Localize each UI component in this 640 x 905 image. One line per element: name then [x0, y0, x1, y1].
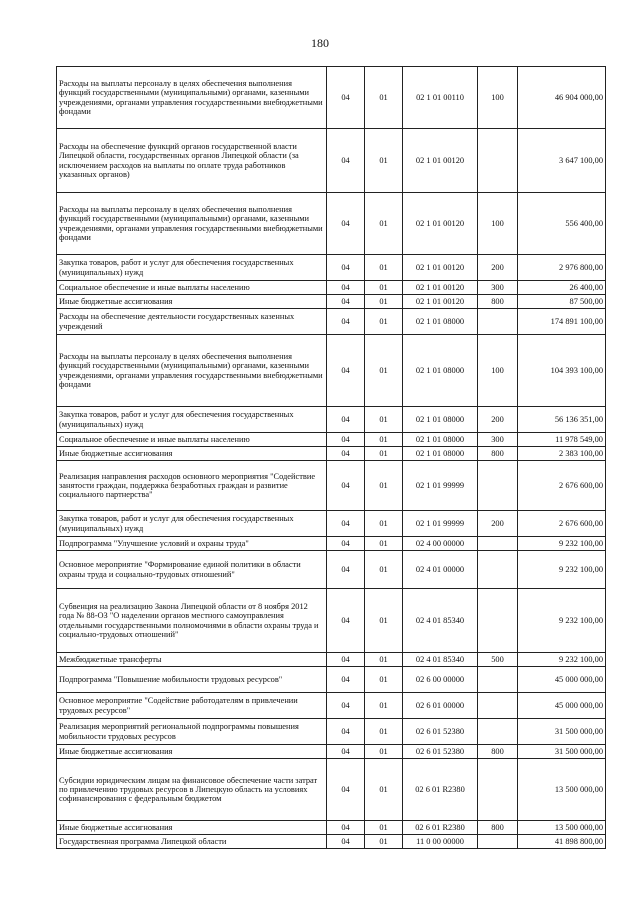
- table-row: [57, 745, 606, 759]
- row-expense-type: [478, 693, 518, 719]
- row-expense-type: 200: [478, 511, 518, 537]
- row-expense-type: [478, 589, 518, 653]
- row-amount: 11 978 549,00: [518, 433, 606, 447]
- row-target-article: 02 6 01 R2380: [403, 821, 478, 835]
- row-subsection: 01: [365, 335, 403, 407]
- row-section: 04: [327, 835, 365, 849]
- row-expense-type: [478, 759, 518, 821]
- row-expense-type: 100: [478, 67, 518, 129]
- table-row: [57, 589, 606, 653]
- row-amount: 26 400,00: [518, 281, 606, 295]
- row-target-article: 02 4 01 85340: [403, 589, 478, 653]
- row-expense-type: 300: [478, 433, 518, 447]
- table-row: [57, 759, 606, 821]
- row-amount: 13 500 000,00: [518, 821, 606, 835]
- row-target-article: 02 4 00 00000: [403, 537, 478, 551]
- row-subsection: 01: [365, 835, 403, 849]
- row-target-article: 02 1 01 08000: [403, 335, 478, 407]
- row-section: 04: [327, 461, 365, 511]
- row-subsection: 01: [365, 461, 403, 511]
- row-subsection: 01: [365, 511, 403, 537]
- row-name: Иные бюджетные ассигнования: [57, 295, 327, 309]
- row-subsection: 01: [365, 693, 403, 719]
- table-row: [57, 433, 606, 447]
- row-name: Расходы на выплаты персоналу в целях обеспечения выполнения функций государственными (муниципальными) органами, казенными учреждениями, органами управления государственными внебюджетными фондами: [57, 193, 327, 255]
- row-name: Расходы на выплаты персоналу в целях обеспечения выполнения функций государственными (муниципальными) органами, казенными учреждениями, органами управления государственными внебюджетными фондами: [57, 67, 327, 129]
- row-amount: 2 383 100,00: [518, 447, 606, 461]
- row-expense-type: 100: [478, 193, 518, 255]
- row-amount: 31 500 000,00: [518, 719, 606, 745]
- row-subsection: 01: [365, 667, 403, 693]
- row-target-article: 02 6 00 00000: [403, 667, 478, 693]
- row-section: 04: [327, 667, 365, 693]
- table-row: [57, 193, 606, 255]
- row-section: 04: [327, 335, 365, 407]
- row-name: Государственная программа Липецкой области: [57, 835, 327, 849]
- table-row: [57, 255, 606, 281]
- row-amount: 45 000 000,00: [518, 693, 606, 719]
- row-name: Закупка товаров, работ и услуг для обеспечения государственных (муниципальных) нужд: [57, 255, 327, 281]
- row-section: 04: [327, 653, 365, 667]
- row-expense-type: 800: [478, 821, 518, 835]
- row-name: Реализация мероприятий региональной подпрограммы повышения мобильности трудовых ресурсов: [57, 719, 327, 745]
- row-target-article: 02 1 01 08000: [403, 433, 478, 447]
- row-subsection: 01: [365, 193, 403, 255]
- row-section: 04: [327, 693, 365, 719]
- row-expense-type: [478, 551, 518, 589]
- row-amount: 9 232 100,00: [518, 537, 606, 551]
- row-name: Основное мероприятие "Содействие работодателям в привлечении трудовых ресурсов": [57, 693, 327, 719]
- row-name: Иные бюджетные ассигнования: [57, 821, 327, 835]
- row-subsection: 01: [365, 255, 403, 281]
- row-amount: 2 676 600,00: [518, 461, 606, 511]
- row-section: 04: [327, 407, 365, 433]
- table-row: [57, 821, 606, 835]
- row-amount: 556 400,00: [518, 193, 606, 255]
- row-name: Реализация направления расходов основного мероприятия "Содействие занятости граждан, поддержка безработных граждан и развитие социального партнерства": [57, 461, 327, 511]
- table-row: [57, 551, 606, 589]
- row-amount: 45 000 000,00: [518, 667, 606, 693]
- row-section: 04: [327, 281, 365, 295]
- row-section: 04: [327, 295, 365, 309]
- row-target-article: 02 1 01 00120: [403, 129, 478, 193]
- row-name: Закупка товаров, работ и услуг для обеспечения государственных (муниципальных) нужд: [57, 407, 327, 433]
- row-section: 04: [327, 193, 365, 255]
- table-row: [57, 667, 606, 693]
- table-row: [57, 693, 606, 719]
- row-target-article: 02 6 01 52380: [403, 719, 478, 745]
- row-subsection: 01: [365, 281, 403, 295]
- row-subsection: 01: [365, 407, 403, 433]
- row-subsection: 01: [365, 537, 403, 551]
- row-section: 04: [327, 447, 365, 461]
- row-target-article: 02 1 01 00120: [403, 193, 478, 255]
- row-expense-type: [478, 667, 518, 693]
- row-expense-type: 200: [478, 407, 518, 433]
- row-name: Межбюджетные трансферты: [57, 653, 327, 667]
- row-subsection: 01: [365, 295, 403, 309]
- row-subsection: 01: [365, 653, 403, 667]
- table-row: [57, 447, 606, 461]
- row-expense-type: [478, 719, 518, 745]
- row-section: 04: [327, 129, 365, 193]
- row-name: Подпрограмма "Улучшение условий и охраны труда": [57, 537, 327, 551]
- row-subsection: 01: [365, 447, 403, 461]
- row-subsection: 01: [365, 67, 403, 129]
- row-name: Подпрограмма "Повышение мобильности трудовых ресурсов": [57, 667, 327, 693]
- row-amount: 9 232 100,00: [518, 653, 606, 667]
- row-section: 04: [327, 255, 365, 281]
- row-subsection: 01: [365, 719, 403, 745]
- row-section: 04: [327, 551, 365, 589]
- table-row: [57, 129, 606, 193]
- row-expense-type: [478, 537, 518, 551]
- budget-table: [56, 66, 606, 849]
- row-target-article: 02 1 01 99999: [403, 461, 478, 511]
- row-target-article: 02 1 01 00110: [403, 67, 478, 129]
- row-target-article: 02 4 01 85340: [403, 653, 478, 667]
- table-row: [57, 461, 606, 511]
- row-expense-type: [478, 461, 518, 511]
- row-name: Субсидии юридическим лицам на финансовое обеспечение части затрат по привлечению трудовых ресурсов в Липецкую область на условиях софинансирования с федеральным бюджетом: [57, 759, 327, 821]
- table-row: [57, 653, 606, 667]
- table-row: [57, 835, 606, 849]
- row-expense-type: [478, 835, 518, 849]
- row-target-article: 02 6 01 R2380: [403, 759, 478, 821]
- row-expense-type: [478, 129, 518, 193]
- row-expense-type: 800: [478, 295, 518, 309]
- row-name: Субвенция на реализацию Закона Липецкой области от 8 ноября 2012 года № 88-ОЗ "О наделении органов местного самоуправления отдельными государственными полномочиями в области охраны труда и социально-трудовых отношений": [57, 589, 327, 653]
- row-target-article: 02 6 01 00000: [403, 693, 478, 719]
- table-row: [57, 407, 606, 433]
- row-amount: 9 232 100,00: [518, 589, 606, 653]
- row-target-article: 02 1 01 00120: [403, 295, 478, 309]
- row-name: Основное мероприятие "Формирование единой политики в области охраны труда и социально-трудовых отношений": [57, 551, 327, 589]
- row-name: Расходы на обеспечение деятельности государственных казенных учреждений: [57, 309, 327, 335]
- row-subsection: 01: [365, 129, 403, 193]
- row-subsection: 01: [365, 745, 403, 759]
- row-subsection: 01: [365, 589, 403, 653]
- table-row: [57, 295, 606, 309]
- row-expense-type: 800: [478, 447, 518, 461]
- row-subsection: 01: [365, 309, 403, 335]
- row-subsection: 01: [365, 821, 403, 835]
- row-amount: 31 500 000,00: [518, 745, 606, 759]
- row-name: Иные бюджетные ассигнования: [57, 745, 327, 759]
- row-section: 04: [327, 67, 365, 129]
- row-amount: 87 500,00: [518, 295, 606, 309]
- row-name: Расходы на выплаты персоналу в целях обеспечения выполнения функций государственными (муниципальными) органами, казенными учреждениями, органами управления государственными внебюджетными фондами: [57, 335, 327, 407]
- row-amount: 174 891 100,00: [518, 309, 606, 335]
- row-target-article: 02 1 01 00120: [403, 281, 478, 295]
- row-expense-type: 800: [478, 745, 518, 759]
- row-section: 04: [327, 759, 365, 821]
- row-section: 04: [327, 821, 365, 835]
- row-subsection: 01: [365, 759, 403, 821]
- row-target-article: 02 6 01 52380: [403, 745, 478, 759]
- row-expense-type: 100: [478, 335, 518, 407]
- row-section: 04: [327, 745, 365, 759]
- row-section: 04: [327, 537, 365, 551]
- row-expense-type: 500: [478, 653, 518, 667]
- table-row: [57, 309, 606, 335]
- row-section: 04: [327, 719, 365, 745]
- row-target-article: 02 4 01 00000: [403, 551, 478, 589]
- row-amount: 2 676 600,00: [518, 511, 606, 537]
- row-amount: 9 232 100,00: [518, 551, 606, 589]
- row-name: Социальное обеспечение и иные выплаты населению: [57, 433, 327, 447]
- row-amount: 56 136 351,00: [518, 407, 606, 433]
- row-expense-type: 200: [478, 255, 518, 281]
- row-target-article: 02 1 01 08000: [403, 407, 478, 433]
- row-subsection: 01: [365, 551, 403, 589]
- row-name: Расходы на обеспечение функций органов государственной власти Липецкой области, государственных органов Липецкой области (за исключением расходов на выплаты по оплате труда работников указанных органов): [57, 129, 327, 193]
- page-number: 180: [311, 36, 329, 50]
- row-amount: 41 898 800,00: [518, 835, 606, 849]
- row-name: Социальное обеспечение и иные выплаты населению: [57, 281, 327, 295]
- table-row: [57, 719, 606, 745]
- row-name: Иные бюджетные ассигнования: [57, 447, 327, 461]
- table-row: [57, 281, 606, 295]
- row-name: Закупка товаров, работ и услуг для обеспечения государственных (муниципальных) нужд: [57, 511, 327, 537]
- row-target-article: 02 1 01 08000: [403, 309, 478, 335]
- row-amount: 2 976 800,00: [518, 255, 606, 281]
- row-expense-type: 300: [478, 281, 518, 295]
- table-row: [57, 67, 606, 129]
- row-section: 04: [327, 589, 365, 653]
- table-row: [57, 537, 606, 551]
- table-row: [57, 511, 606, 537]
- row-target-article: 02 1 01 99999: [403, 511, 478, 537]
- row-amount: 104 393 100,00: [518, 335, 606, 407]
- row-section: 04: [327, 433, 365, 447]
- row-section: 04: [327, 511, 365, 537]
- row-target-article: 02 1 01 08000: [403, 447, 478, 461]
- row-amount: 3 647 100,00: [518, 129, 606, 193]
- row-section: 04: [327, 309, 365, 335]
- table-row: [57, 335, 606, 407]
- row-subsection: 01: [365, 433, 403, 447]
- row-target-article: 11 0 00 00000: [403, 835, 478, 849]
- row-target-article: 02 1 01 00120: [403, 255, 478, 281]
- row-amount: 46 904 000,00: [518, 67, 606, 129]
- row-amount: 13 500 000,00: [518, 759, 606, 821]
- row-expense-type: [478, 309, 518, 335]
